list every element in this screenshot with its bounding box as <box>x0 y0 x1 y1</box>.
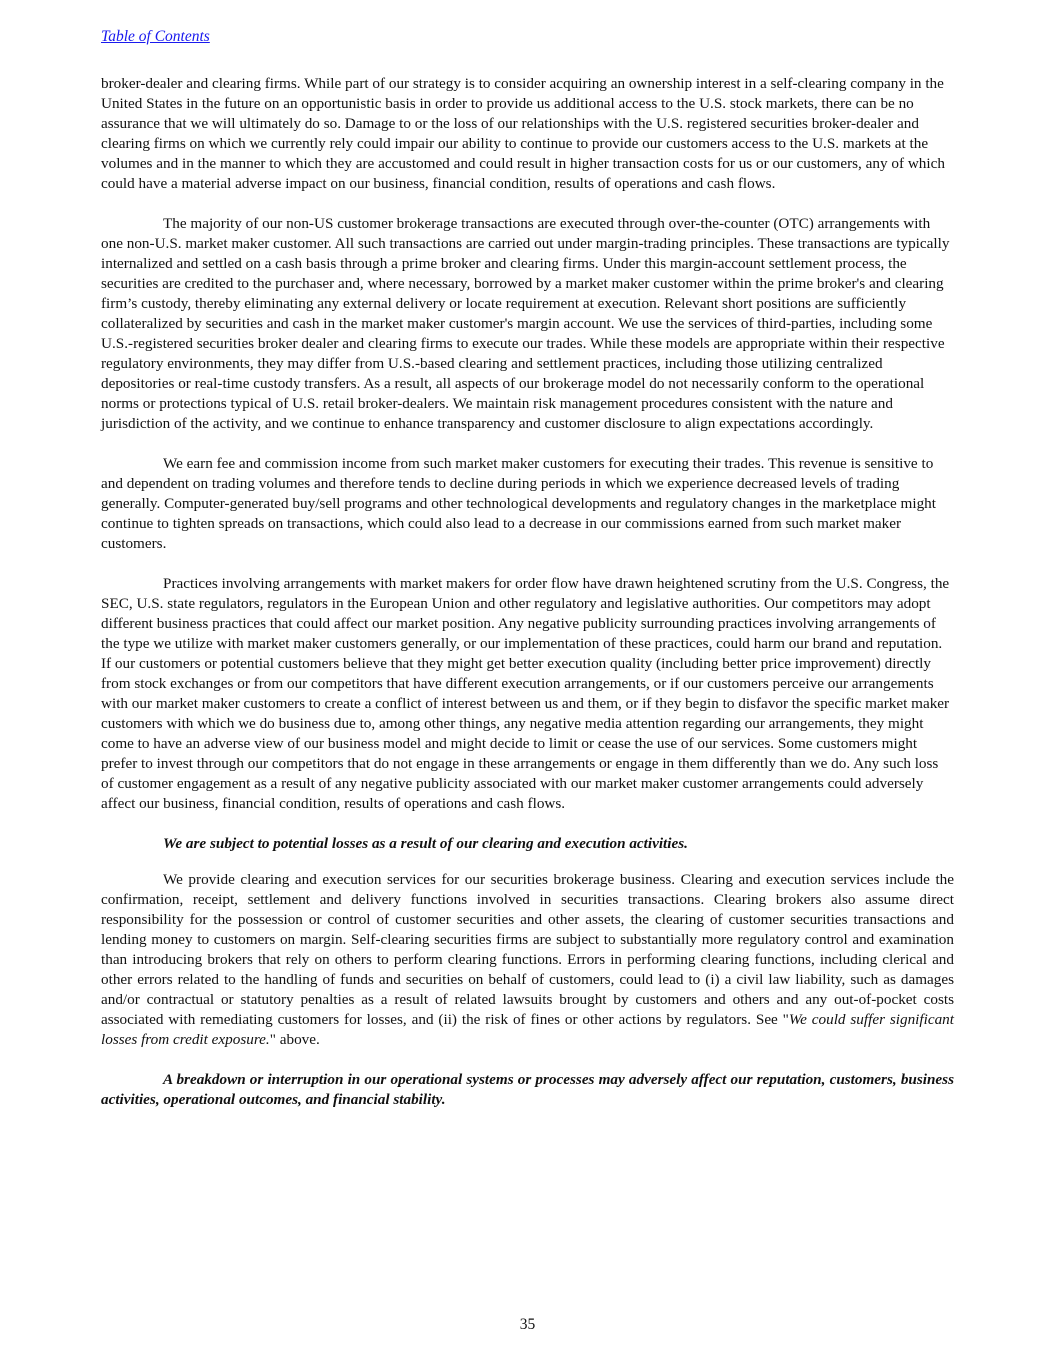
paragraph-order-flow-scrutiny: Practices involving arrangements with market makers for order flow have drawn heightened scrutiny from the U.S. Congress, the SEC, U.S. state regulators, regulators in the European Union and other regulatory and legislative authorities. Our competitors may adopt different business practices that could affect our market position. Any negative publicity surrounding practices involving arrangements of the type we utilize with market maker customers generally, or our implementation of these practices, could harm our brand and reputation. If our customers or potential customers believe that they might get better execution quality (including better price improvement) directly from stock exchanges or from our competitors that have different execution arrangements, or if our customers perceive our arrangements with our market maker customers to create a conflict of interest between us and them, or if they begin to disfavor the specific market maker customers with which we do business due to, among other things, any negative media attention regarding our arrangements, they might come to have an adverse view of our business model and might decide to limit or cease the use of our services. Some customers might prefer to invest through our competitors that do not engage in these arrangements or engage in them differently than we do. Any such loss of customer engagement as a result of any negative publicity associated with our market maker customer arrangements could adversely affect our business, financial condition, results of operations and cash flows. <box>101 575 950 812</box>
paragraph-clearing-execution-services <box>101 870 954 1050</box>
table-of-contents-link[interactable]: Table of Contents <box>101 28 210 45</box>
cross-reference-credit-exposure: We could suffer significant losses from credit exposure. <box>101 1011 954 1048</box>
page-number: 35 <box>519 1316 536 1333</box>
risk-heading-clearing-losses: We are subject to potential losses as a result of our clearing and execution activities. <box>163 835 688 852</box>
page-body <box>101 74 954 1126</box>
paragraph-otc-arrangements: The majority of our non-US customer brokerage transactions are executed through over-the-counter (OTC) arrangements with one non-U.S. market maker customer. All such transactions are carried out under margin-trading principles. These transactions are typically internalized and settled on a cash basis through a prime broker and clearing firms. Under this margin-account settlement process, the securities are credited to the purchaser and, where necessary, borrowed by a market maker customer within the prime broker's and clearing firm’s custody, thereby eliminating any external delivery or locate requirement at execution. Relevant short positions are sufficiently collateralized by securities and cash in the market maker customer's margin account. We use the services of third-parties, including some U.S.-registered securities broker dealer and clearing firms to execute our trades. While these models are appropriate within their respective regulatory environments, they may differ from U.S.-based clearing and settlement practices, including those utilizing centralized depositories or real-time custody transfers. As a result, all aspects of our brokerage model do not necessarily conform to the operational norms or protections typical of U.S. retail broker-dealers. We maintain risk management procedures consistent with the nature and jurisdiction of the activity, and we continue to enhance transparency and customer disclosure to align expectations accordingly. <box>101 215 950 432</box>
clearing-paragraph-text: We provide clearing and execution services for our securities brokerage business. Clearing and execution services include the confirmation, receipt, settlement and delivery functions involved in securities transactions. Clearing brokers also assume direct responsibility for the possession or control of customer securities and other assets, the clearing of customer securities transactions and lending money to customers on margin. Self-clearing securities firms are subject to substantially more regulatory control and examination than introducing brokers that rely on others to perform clearing functions. Errors in performing clearing functions, including clerical and other errors related to the handling of funds and securities on behalf of customers, could lead to (i) a civil law liability, such as damages and/or contractual or statutory penalties as a result of related lawsuits brought by customers and others and any out-of-pocket costs associated with remediating customers for losses, and (ii) the risk of fines or other actions by regulators. See " <box>101 871 954 1028</box>
paragraph-broker-dealer-relationships: broker-dealer and clearing firms. While part of our strategy is to consider acquiring an ownership interest in a self-clearing company in the United States in the future on an opportunistic basis in order to provide us additional access to the U.S. stock markets, there can be no assurance that we will ultimately do so. Damage to or the loss of our relationships with the U.S. registered securities broker-dealer and clearing firms on which we currently rely could impair our ability to continue to provide our customers access to the U.S. markets at the volumes and in the manner to which they are accustomed and could result in higher transaction costs for us or our customers, any of which could have a material adverse impact on our business, financial condition, results of operations and cash flows. <box>101 75 945 192</box>
risk-heading-operational-systems: A breakdown or interruption in our operational systems or processes may adversely affect our reputation, customers, business activities, operational outcomes, and financial stability. <box>101 1071 954 1108</box>
paragraph-fee-commission-income: We earn fee and commission income from such market maker customers for executing their trades. This revenue is sensitive to and dependent on trading volumes and therefore tends to decline during periods in which we experience decreased levels of trading generally. Computer-generated buy/sell programs and other technological developments and regulatory changes in the marketplace might continue to tighten spreads on transactions, which could also lead to a decrease in our commissions earned from such market maker customers. <box>101 455 936 552</box>
clearing-paragraph-end: " above. <box>269 1031 320 1048</box>
